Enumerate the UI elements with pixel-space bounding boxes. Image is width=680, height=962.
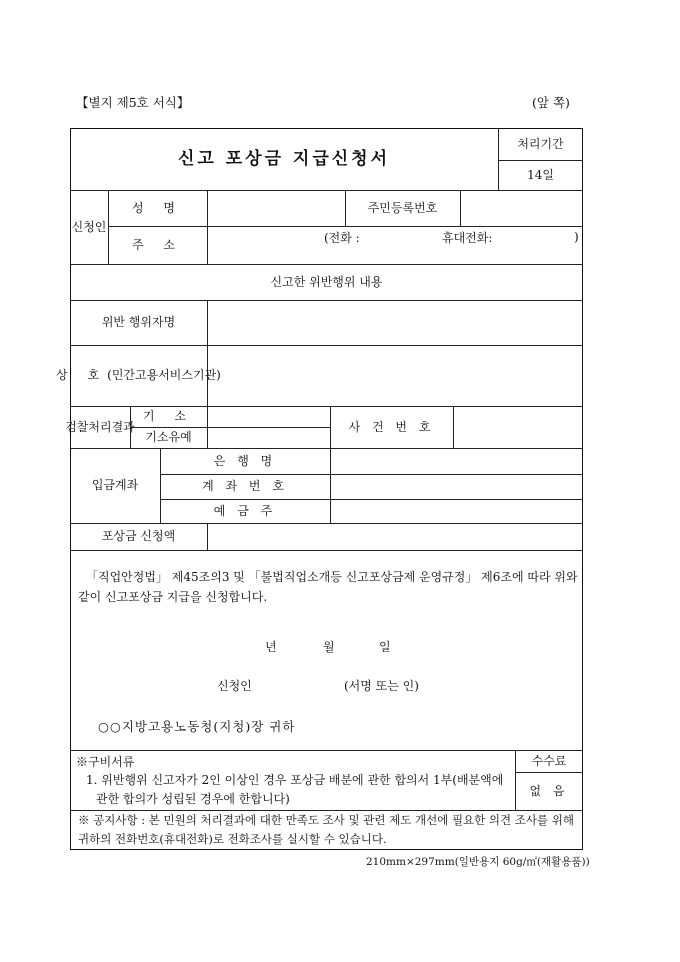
suspended-indictment-label: 기소유예 (145, 430, 192, 445)
bank-name-field[interactable] (331, 449, 582, 473)
recipient-line: ○○지방고용노동청(지청)장 귀하 (98, 719, 296, 734)
paper-spec-footer: 210mm×297mm(일반용지 60g/㎡(재활용품)) (366, 855, 590, 868)
fee-value: 없 음 (529, 783, 569, 798)
phone-close-paren: ) (574, 230, 579, 244)
applicant-side-label: 신 청 인 (71, 220, 107, 234)
application-statement: 「직업안정법」 제45조의3 및 「불법직업소개등 신고포상금제 운영규정」 제6조에 따라 위와 같이 신고포상금 지급을 신청합니다. (78, 570, 578, 604)
processing-period-value: 14일 (527, 167, 554, 182)
required-documents-heading: ※구비서류 (76, 754, 135, 769)
account-number-label: 계 좌 번 호 (202, 479, 288, 494)
suspended-indictment-field[interactable] (208, 428, 329, 447)
resident-number-field[interactable] (463, 190, 581, 226)
date-month-label: 월 (323, 639, 335, 654)
applicant-signature-field[interactable] (262, 675, 342, 695)
prosecution-result-label: 검찰처리 결과 (65, 420, 135, 434)
violator-name-label: 위반 행위자명 (101, 315, 176, 330)
date-year-label: 년 (265, 639, 277, 654)
bank-name-label: 은 행 명 (213, 453, 277, 468)
form-title: 신고 포상금 지급신청서 (177, 148, 391, 169)
indictment-label: 기 소 (143, 409, 194, 424)
signature-note: (서명 또는 인) (344, 678, 419, 693)
page-side-label: (앞 쪽) (532, 95, 570, 110)
address-label: 주 소 (132, 237, 183, 252)
case-number-label: 사 건 번 호 (348, 419, 435, 434)
account-holder-label: 예 금 주 (213, 503, 277, 518)
indictment-field[interactable] (208, 407, 329, 426)
applicant-signature-label: 신청인 (217, 678, 252, 693)
resident-number-label: 주민등록번호 (367, 200, 438, 215)
account-holder-field[interactable] (331, 500, 582, 522)
violation-section-heading: 신고한 위반행위 내용 (270, 274, 383, 289)
date-day-label: 일 (379, 639, 391, 654)
survey-notice: ※ 공지사항 : 본 민원의 처리결과에 대한 만족도 조사 및 관련 제도 개선에 필요한 의견 조사를 위해 귀하의 전화번호(휴대전화)로 전화조사를 실시할 수 있습니다. (78, 813, 575, 846)
name-field[interactable] (210, 190, 343, 226)
deposit-account-label: 입금계좌 (91, 478, 139, 493)
processing-period-label: 처리기간 (517, 136, 564, 151)
reward-amount-label: 포상금 신청액 (101, 529, 176, 544)
required-document-item: 1. 위반행위 신고자가 2인 이상인 경우 포상금 배분에 관한 합의서 1부(배분액에 관한 합의가 성립된 경우에 한합니다) (86, 773, 504, 806)
mobile-label: 휴대전화: (442, 230, 493, 245)
business-name-field[interactable] (208, 346, 582, 405)
address-field[interactable] (208, 226, 582, 264)
business-name-label: 상 호 (민간고용서비스 기관) (56, 368, 221, 382)
phone-label: (전화 : (324, 230, 360, 245)
form-number-label: 【별지 제5호 서식】 (76, 95, 190, 110)
fee-label: 수수료 (531, 753, 567, 768)
violator-name-field[interactable] (208, 301, 582, 344)
case-number-field[interactable] (454, 407, 582, 447)
account-number-field[interactable] (331, 475, 582, 498)
name-label: 성 명 (132, 200, 183, 215)
reward-amount-field[interactable] (208, 524, 582, 549)
